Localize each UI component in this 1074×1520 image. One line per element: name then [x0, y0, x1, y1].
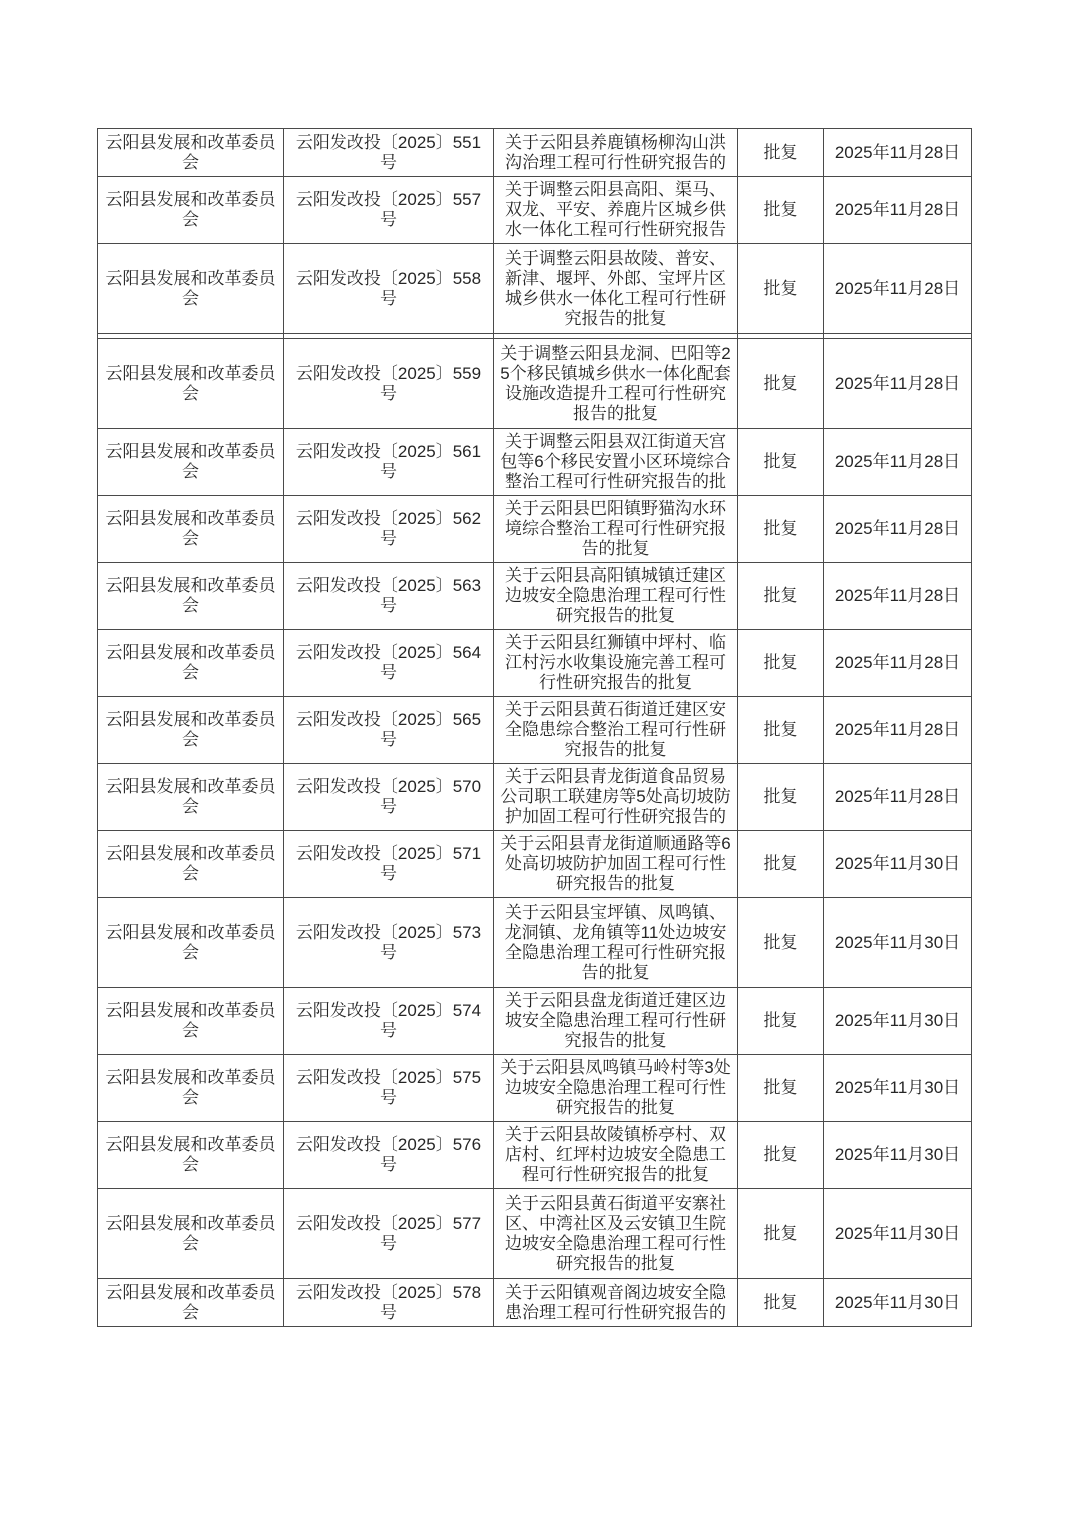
- table-row: [98, 697, 972, 764]
- doc-number-cell: 云阳发改投〔2025〕570号: [284, 764, 494, 831]
- table-row: [98, 988, 972, 1055]
- doc-number-cell: 云阳发改投〔2025〕559号: [284, 339, 494, 429]
- doc-number-cell: 云阳发改投〔2025〕574号: [284, 988, 494, 1055]
- doc-title-cell: 关于云阳县青龙街道顺通路等6处高切坡防护加固工程可行性研究报告的批复: [494, 831, 738, 898]
- doc-type-cell: 批复: [738, 898, 824, 988]
- agency-cell: 云阳县发展和改革委员会: [98, 129, 284, 177]
- doc-type-cell: 批复: [738, 630, 824, 697]
- doc-type-cell: 批复: [738, 129, 824, 177]
- agency-cell: 云阳县发展和改革委员会: [98, 496, 284, 563]
- publish-date-cell: 2025年11月28日: [824, 563, 972, 630]
- doc-title-cell: 关于云阳县盘龙街道迁建区边坡安全隐患治理工程可行性研究报告的批复: [494, 988, 738, 1055]
- agency-cell: 云阳县发展和改革委员会: [98, 898, 284, 988]
- doc-type-cell: 批复: [738, 988, 824, 1055]
- doc-type-cell: 批复: [738, 177, 824, 244]
- table-row: [98, 1279, 972, 1327]
- doc-type-cell: 批复: [738, 697, 824, 764]
- table-row: [98, 177, 972, 244]
- agency-cell: 云阳县发展和改革委员会: [98, 831, 284, 898]
- agency-cell: 云阳县发展和改革委员会: [98, 988, 284, 1055]
- doc-title-cell: 关于调整云阳县故陵、普安、新津、堰坪、外郎、宝坪片区城乡供水一体化工程可行性研究报告的批复: [494, 244, 738, 334]
- doc-title-cell: 关于云阳县巴阳镇野猫沟水环境综合整治工程可行性研究报告的批复: [494, 496, 738, 563]
- agency-cell: 云阳县发展和改革委员会: [98, 339, 284, 429]
- agency-cell: 云阳县发展和改革委员会: [98, 429, 284, 496]
- doc-title-cell: 关于云阳县红狮镇中坪村、临江村污水收集设施完善工程可行性研究报告的批复: [494, 630, 738, 697]
- table-row: [98, 496, 972, 563]
- doc-title-cell: 关于云阳县青龙街道食品贸易公司职工联建房等5处高切坡防护加固工程可行性研究报告的: [494, 764, 738, 831]
- doc-number-cell: 云阳发改投〔2025〕575号: [284, 1055, 494, 1122]
- doc-title-cell: 关于调整云阳县高阳、渠马、双龙、平安、养鹿片区城乡供水一体化工程可行性研究报告: [494, 177, 738, 244]
- agency-cell: 云阳县发展和改革委员会: [98, 697, 284, 764]
- table-row: [98, 339, 972, 429]
- doc-type-cell: 批复: [738, 339, 824, 429]
- table-row: [98, 831, 972, 898]
- table-row: [98, 1122, 972, 1189]
- agency-cell: 云阳县发展和改革委员会: [98, 764, 284, 831]
- agency-cell: 云阳县发展和改革委员会: [98, 1189, 284, 1279]
- document-disclosure-table: [97, 128, 972, 1327]
- publish-date-cell: 2025年11月28日: [824, 339, 972, 429]
- publish-date-cell: 2025年11月30日: [824, 1122, 972, 1189]
- doc-number-cell: 云阳发改投〔2025〕573号: [284, 898, 494, 988]
- doc-title-cell: 关于云阳县黄石街道平安寨社区、中湾社区及云安镇卫生院边坡安全隐患治理工程可行性研究报告的批复: [494, 1189, 738, 1279]
- publish-date-cell: 2025年11月30日: [824, 988, 972, 1055]
- agency-cell: 云阳县发展和改革委员会: [98, 1279, 284, 1327]
- doc-number-cell: 云阳发改投〔2025〕563号: [284, 563, 494, 630]
- table-row: [98, 764, 972, 831]
- publish-date-cell: 2025年11月30日: [824, 898, 972, 988]
- table-row: [98, 563, 972, 630]
- publish-date-cell: 2025年11月30日: [824, 1189, 972, 1279]
- agency-cell: 云阳县发展和改革委员会: [98, 1055, 284, 1122]
- doc-number-cell: 云阳发改投〔2025〕576号: [284, 1122, 494, 1189]
- doc-number-cell: 云阳发改投〔2025〕578号: [284, 1279, 494, 1327]
- doc-title-cell: 关于云阳县故陵镇桥亭村、双店村、红坪村边坡安全隐患工程可行性研究报告的批复: [494, 1122, 738, 1189]
- publish-date-cell: 2025年11月28日: [824, 697, 972, 764]
- doc-title-cell: 关于云阳县高阳镇城镇迁建区边坡安全隐患治理工程可行性研究报告的批复: [494, 563, 738, 630]
- table-row: [98, 898, 972, 988]
- table-row: [98, 244, 972, 334]
- doc-title-cell: 关于云阳县宝坪镇、凤鸣镇、龙洞镇、龙角镇等11处边坡安全隐患治理工程可行性研究报告的批复: [494, 898, 738, 988]
- doc-type-cell: 批复: [738, 244, 824, 334]
- publish-date-cell: 2025年11月30日: [824, 1279, 972, 1327]
- publish-date-cell: 2025年11月28日: [824, 764, 972, 831]
- doc-number-cell: 云阳发改投〔2025〕558号: [284, 244, 494, 334]
- doc-type-cell: 批复: [738, 1055, 824, 1122]
- table-row: [98, 429, 972, 496]
- agency-cell: 云阳县发展和改革委员会: [98, 177, 284, 244]
- doc-title-cell: 关于云阳县黄石街道迁建区安全隐患综合整治工程可行性研究报告的批复: [494, 697, 738, 764]
- doc-title-cell: 关于云阳县凤鸣镇马岭村等3处边坡安全隐患治理工程可行性研究报告的批复: [494, 1055, 738, 1122]
- doc-type-cell: 批复: [738, 563, 824, 630]
- agency-cell: 云阳县发展和改革委员会: [98, 1122, 284, 1189]
- publish-date-cell: 2025年11月28日: [824, 429, 972, 496]
- doc-number-cell: 云阳发改投〔2025〕571号: [284, 831, 494, 898]
- doc-type-cell: 批复: [738, 496, 824, 563]
- agency-cell: 云阳县发展和改革委员会: [98, 563, 284, 630]
- agency-cell: 云阳县发展和改革委员会: [98, 630, 284, 697]
- doc-number-cell: 云阳发改投〔2025〕561号: [284, 429, 494, 496]
- doc-type-cell: 批复: [738, 1122, 824, 1189]
- publish-date-cell: 2025年11月28日: [824, 496, 972, 563]
- doc-number-cell: 云阳发改投〔2025〕551号: [284, 129, 494, 177]
- doc-number-cell: 云阳发改投〔2025〕562号: [284, 496, 494, 563]
- doc-number-cell: 云阳发改投〔2025〕557号: [284, 177, 494, 244]
- doc-number-cell: 云阳发改投〔2025〕564号: [284, 630, 494, 697]
- doc-type-cell: 批复: [738, 1189, 824, 1279]
- doc-number-cell: 云阳发改投〔2025〕577号: [284, 1189, 494, 1279]
- table-row: [98, 1055, 972, 1122]
- doc-type-cell: 批复: [738, 1279, 824, 1327]
- doc-type-cell: 批复: [738, 764, 824, 831]
- table-row: [98, 1189, 972, 1279]
- table-row: [98, 630, 972, 697]
- agency-cell: 云阳县发展和改革委员会: [98, 244, 284, 334]
- publish-date-cell: 2025年11月30日: [824, 1055, 972, 1122]
- publish-date-cell: 2025年11月28日: [824, 177, 972, 244]
- doc-type-cell: 批复: [738, 831, 824, 898]
- doc-title-cell: 关于云阳镇观音阁边坡安全隐患治理工程可行性研究报告的: [494, 1279, 738, 1327]
- doc-title-cell: 关于调整云阳县双江街道天宫包等6个移民安置小区环境综合整治工程可行性研究报告的批: [494, 429, 738, 496]
- doc-number-cell: 云阳发改投〔2025〕565号: [284, 697, 494, 764]
- doc-title-cell: 关于调整云阳县龙洞、巴阳等25个移民镇城乡供水一体化配套设施改造提升工程可行性研究报告的批复: [494, 339, 738, 429]
- publish-date-cell: 2025年11月30日: [824, 831, 972, 898]
- publish-date-cell: 2025年11月28日: [824, 630, 972, 697]
- doc-title-cell: 关于云阳县养鹿镇杨柳沟山洪沟治理工程可行性研究报告的: [494, 129, 738, 177]
- publish-date-cell: 2025年11月28日: [824, 244, 972, 334]
- table-row: [98, 129, 972, 177]
- doc-type-cell: 批复: [738, 429, 824, 496]
- publish-date-cell: 2025年11月28日: [824, 129, 972, 177]
